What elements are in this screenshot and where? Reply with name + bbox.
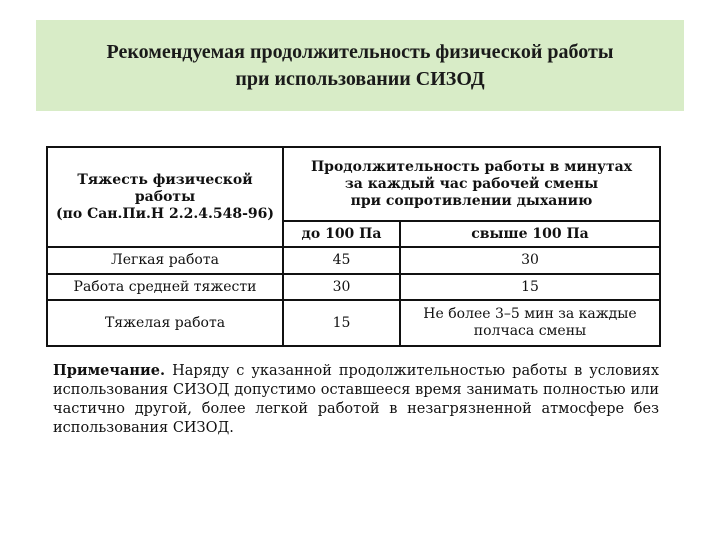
- slide-title-line-2: при использовании СИЗОД: [235, 67, 485, 90]
- table-row: [47, 274, 660, 300]
- value-over-100: 15: [400, 274, 660, 300]
- row-label: Работа средней тяжести: [47, 274, 283, 300]
- subheader-over-100-pa: свыше 100 Па: [400, 221, 660, 247]
- header-left-line: (по Сан.Пи.Н 2.2.4.548-96): [56, 205, 274, 222]
- header-left-line: работы: [134, 188, 196, 205]
- slide-title-line-1: Рекомендуемая продолжительность физической работы: [106, 40, 614, 63]
- note-label: Примечание.: [53, 362, 166, 379]
- row-label: Легкая работа: [47, 247, 283, 274]
- header-left-line: Тяжесть физической: [77, 171, 253, 188]
- header-work-duration: [283, 147, 660, 221]
- value-line: полчаса смены: [473, 323, 587, 339]
- header-right-line: при сопротивлении дыханию: [350, 192, 593, 209]
- table-row: [47, 247, 660, 274]
- value-up-to-100: 15: [283, 300, 400, 346]
- header-right-line: Продолжительность работы в минутах: [310, 158, 633, 175]
- subheader-up-to-100-pa: до 100 Па: [283, 221, 400, 247]
- header-work-severity: [47, 147, 283, 247]
- work-duration-table: [46, 146, 661, 347]
- slide-title-banner: [36, 20, 684, 111]
- value-up-to-100: 30: [283, 274, 400, 300]
- value-up-to-100: 45: [283, 247, 400, 274]
- header-right-line: за каждый час рабочей смены: [344, 175, 599, 192]
- footnote: [53, 361, 659, 438]
- value-over-100: 30: [400, 247, 660, 274]
- note-text: Наряду с указанной продолжительностью работы в условиях использования СИЗОД допустимо оставшееся время занимать полностью или частично другой, более легкой работой в незагрязненной атмосфере без использования СИЗОД.: [53, 363, 660, 436]
- table-row: [47, 300, 660, 346]
- value-line: Не более 3–5 мин за каждые: [423, 306, 637, 322]
- value-over-100: [400, 300, 660, 346]
- row-label: Тяжелая работа: [47, 300, 283, 346]
